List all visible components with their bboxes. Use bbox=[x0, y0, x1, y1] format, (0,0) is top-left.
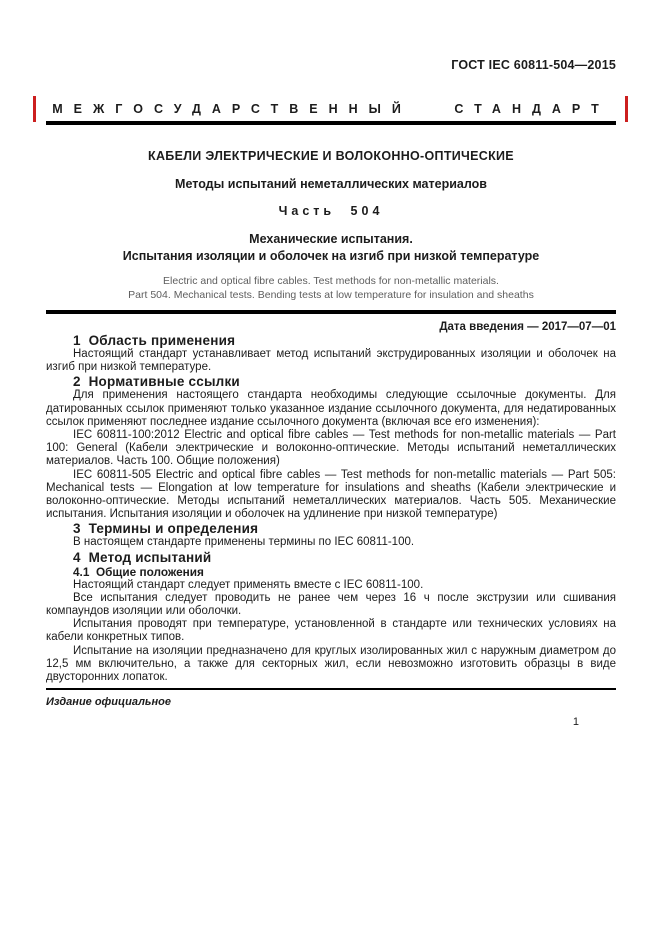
effective-date: Дата введения — 2017—07—01 bbox=[439, 321, 616, 333]
title-sub-ru-line2: Испытания изоляции и оболочек на изгиб при низкой температуре bbox=[122, 249, 540, 263]
section-3-paragraph-1: В настоящем стандарте применены термины по IEC 60811-100. bbox=[73, 536, 415, 549]
official-edition-label: Издание официальное bbox=[46, 696, 171, 709]
section-2-heading: 2 Нормативные ссылки bbox=[73, 374, 240, 390]
title-sub-ru-line1: Механические испытания. bbox=[249, 232, 413, 246]
title-part: Часть 504 bbox=[278, 204, 384, 218]
section-3-heading: 3 Термины и определения bbox=[73, 521, 259, 537]
section-4-paragraph-3: Испытания проводят при температуре, установленной в стандарте или технических условиях на кабели конкретных типов. bbox=[46, 618, 616, 644]
section-4-paragraph-1: Настоящий стандарт следует применять вместе с IEC 60811-100. bbox=[73, 578, 424, 591]
section-1-paragraph-1: Настоящий стандарт устанавливает метод испытаний экструдированных изоляции и оболочек на изгиб при низкой температуре. bbox=[46, 348, 616, 374]
standard-type-banner: МЕЖГОСУДАРСТВЕННЫЙ СТАНДАРТ bbox=[52, 102, 610, 116]
section-4-heading: 4 Метод испытаний bbox=[73, 549, 212, 565]
footer-rule bbox=[46, 688, 616, 690]
section-4-paragraph-4: Испытание на изоляции предназначено для круглых изолированных жил с наружным диаметром до 12,5 мм включительно, а также для секторных жил, если невозможно изготовить образцы в виде двусторонних лопаток. bbox=[46, 644, 616, 684]
section-2-paragraph-2: IEC 60811-100:2012 Electric and optical fibre cables — Test methods for non-metallic materials — Part 100: General (Кабели электрические и волоконно-оптические. Методы испытаний неметаллических материалов. Часть 100. Общие положения) bbox=[46, 429, 616, 468]
section-2-paragraph-3: IEC 60811-505 Electric and optical fibre cables — Test methods for non-metallic materials — Part 505: Mechanical tests — Elongation at low temperature for insulations and sheaths (Кабели электрические и волоконно-оптические. Методы испытаний неметаллических материалов. Часть 505. Механические испытания. Испытания изоляции и оболочек на удлинение при низкой температуре) bbox=[46, 468, 616, 521]
red-mark-left bbox=[33, 96, 36, 122]
red-mark-right bbox=[625, 96, 628, 122]
title-rule bbox=[46, 310, 616, 314]
page-number: 1 bbox=[572, 716, 579, 729]
section-4-1-heading: 4.1 Общие положения bbox=[73, 564, 204, 579]
header-rule bbox=[46, 121, 616, 125]
section-1-heading: 1 Область применения bbox=[73, 333, 236, 348]
doc-code: ГОСТ IEC 60811-504—2015 bbox=[451, 58, 616, 72]
title-en-line1: Electric and optical fibre cables. Test methods for non-metallic materials. bbox=[163, 275, 499, 287]
title-block bbox=[46, 149, 616, 301]
title-ru-line2: Методы испытаний неметаллических материалов bbox=[175, 177, 487, 191]
title-en-line2: Part 504. Mechanical tests. Bending tests at low temperature for insulation and sheaths bbox=[128, 289, 534, 301]
section-2-paragraph-1: Для применения настоящего стандарта необходимы следующие ссылочные документы. Для датированных ссылок применяют только указанное издание ссылочного документа, для недатированных ссылок применяют последнее издание ссылочного документа (включая все его изменения): bbox=[46, 389, 616, 428]
title-ru-line1: КАБЕЛИ ЭЛЕКТРИЧЕСКИЕ И ВОЛОКОННО-ОПТИЧЕСКИЕ bbox=[148, 149, 514, 163]
section-4-paragraph-2: Все испытания следует проводить не ранее чем через 16 ч после экструзии или сшивания компаундов изоляции или оболочки. bbox=[46, 591, 616, 618]
